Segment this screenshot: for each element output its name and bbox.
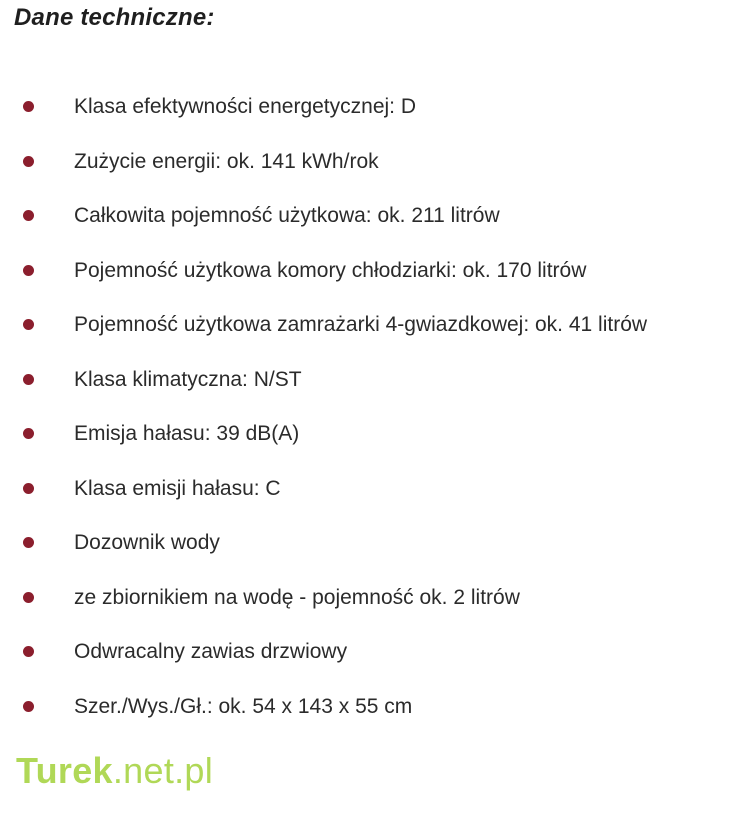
bullet-icon (23, 265, 34, 276)
spec-text: Odwracalny zawias drzwiowy (74, 640, 348, 663)
bullet-icon (23, 646, 34, 657)
bullet-icon (23, 428, 34, 439)
spec-text: ze zbiornikiem na wodę - pojemność ok. 2 litrów (74, 585, 520, 609)
bullet-icon (23, 592, 34, 603)
bullet-icon (23, 156, 34, 167)
bullet-icon (23, 483, 34, 494)
watermark-brand: Turek (16, 750, 113, 791)
spec-text: Klasa emisji hałasu: C (74, 476, 281, 500)
list-item (0, 88, 740, 126)
spec-text: Pojemność użytkowa zamrażarki 4-gwiazdkowej: ok. 41 litrów (74, 313, 648, 336)
spec-text: Emisja hałasu: 39 dB(A) (74, 422, 300, 445)
list-item (0, 143, 740, 181)
watermark-logo (16, 750, 213, 792)
spec-text: Dozownik wody (74, 531, 220, 554)
list-item (0, 470, 740, 508)
spec-text: Szer./Wys./Gł.: ok. 54 x 143 x 55 cm (74, 694, 413, 718)
list-item (0, 197, 740, 235)
technical-specs-list (0, 88, 740, 742)
list-item (0, 633, 740, 671)
bullet-icon (23, 701, 34, 712)
spec-text: Klasa klimatyczna: N/ST (74, 367, 302, 391)
list-item (0, 252, 740, 290)
bullet-icon (23, 210, 34, 221)
section-heading: Dane techniczne: (14, 4, 215, 31)
spec-text: Zużycie energii: ok. 141 kWh/rok (74, 149, 379, 173)
list-item (0, 524, 740, 562)
list-item (0, 415, 740, 453)
list-item (0, 688, 740, 726)
spec-text: Klasa efektywności energetycznej: D (74, 95, 416, 118)
watermark-suffix: .net.pl (112, 750, 214, 791)
bullet-icon (23, 319, 34, 330)
list-item (0, 579, 740, 617)
bullet-icon (23, 374, 34, 385)
bullet-icon (23, 101, 34, 112)
spec-text: Pojemność użytkowa komory chłodziarki: ok. 170 litrów (74, 258, 587, 282)
list-item (0, 306, 740, 344)
list-item (0, 361, 740, 399)
bullet-icon (23, 537, 34, 548)
spec-text: Całkowita pojemność użytkowa: ok. 211 litrów (74, 204, 500, 227)
